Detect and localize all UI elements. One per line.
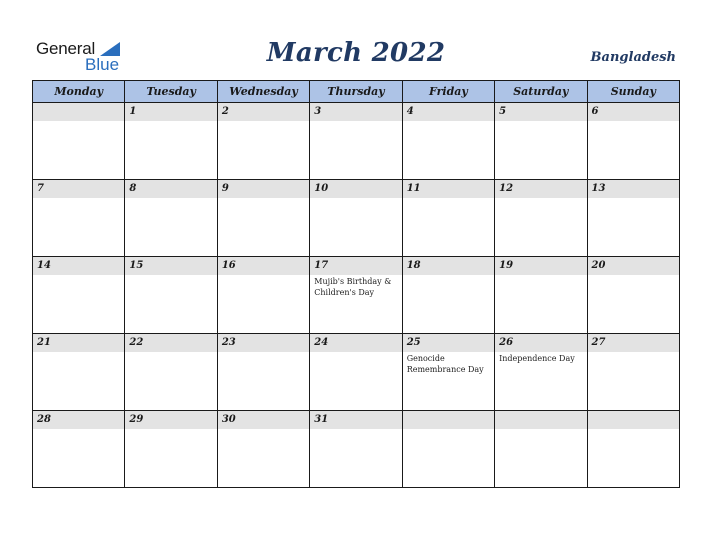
day-number: 30 <box>218 411 309 429</box>
day-number: 13 <box>588 180 679 198</box>
holiday-event <box>588 121 679 123</box>
calendar-weeks <box>33 103 680 488</box>
holiday-event <box>495 429 586 431</box>
day-cell <box>217 180 309 257</box>
day-number <box>495 411 586 429</box>
day-cell <box>402 411 494 488</box>
day-number <box>33 103 124 121</box>
month-calendar <box>32 80 680 488</box>
weekday-thursday: Thursday <box>310 81 402 103</box>
day-number: 4 <box>403 103 494 121</box>
day-number: 9 <box>218 180 309 198</box>
holiday-event <box>403 275 494 277</box>
day-number: 10 <box>310 180 401 198</box>
holiday-event <box>218 429 309 431</box>
day-number: 21 <box>33 334 124 352</box>
day-number: 25 <box>403 334 494 352</box>
day-cell <box>217 257 309 334</box>
day-cell <box>310 334 402 411</box>
day-cell <box>402 103 494 180</box>
day-cell <box>310 257 402 334</box>
day-number: 8 <box>125 180 216 198</box>
weekday-tuesday: Tuesday <box>125 81 217 103</box>
day-cell <box>217 103 309 180</box>
holiday-event <box>588 352 679 354</box>
holiday-event <box>33 352 124 354</box>
day-cell <box>495 411 587 488</box>
day-cell <box>33 334 125 411</box>
day-cell <box>495 334 587 411</box>
day-cell <box>495 180 587 257</box>
day-cell <box>587 180 679 257</box>
day-number: 16 <box>218 257 309 275</box>
day-cell <box>125 334 217 411</box>
holiday-event <box>588 198 679 200</box>
day-number: 5 <box>495 103 586 121</box>
day-cell <box>125 257 217 334</box>
day-cell <box>587 411 679 488</box>
week-row <box>33 411 680 488</box>
holiday-event <box>33 275 124 277</box>
day-number: 7 <box>33 180 124 198</box>
country-label: Bangladesh <box>590 50 676 65</box>
day-number: 2 <box>218 103 309 121</box>
holiday-event <box>495 121 586 123</box>
day-number <box>588 411 679 429</box>
day-number <box>403 411 494 429</box>
holiday-event <box>310 352 401 354</box>
day-cell <box>495 257 587 334</box>
holiday-event: Genocide Remembrance Day <box>406 354 484 374</box>
calendar-title: March 2022 <box>266 38 446 68</box>
day-number: 14 <box>33 257 124 275</box>
week-row <box>33 180 680 257</box>
day-cell <box>217 334 309 411</box>
day-number: 20 <box>588 257 679 275</box>
holiday-event: Independence Day <box>499 354 575 363</box>
day-cell <box>125 180 217 257</box>
day-cell <box>125 103 217 180</box>
weekday-saturday: Saturday <box>495 81 587 103</box>
day-cell <box>495 103 587 180</box>
holiday-event <box>125 121 216 123</box>
day-cell <box>402 334 494 411</box>
day-number: 1 <box>125 103 216 121</box>
holiday-event <box>403 121 494 123</box>
holiday-event <box>495 198 586 200</box>
holiday-event: Mujib's Birthday & Children's Day <box>314 277 392 297</box>
day-number: 6 <box>588 103 679 121</box>
day-number: 31 <box>310 411 401 429</box>
holiday-event <box>588 275 679 277</box>
day-number: 29 <box>125 411 216 429</box>
day-number: 22 <box>125 334 216 352</box>
day-number: 15 <box>125 257 216 275</box>
holiday-event <box>33 429 124 431</box>
day-number: 3 <box>310 103 401 121</box>
day-number: 18 <box>403 257 494 275</box>
holiday-event <box>125 198 216 200</box>
day-number: 19 <box>495 257 586 275</box>
day-number: 12 <box>495 180 586 198</box>
day-cell <box>33 411 125 488</box>
holiday-event <box>310 121 401 123</box>
day-number: 26 <box>495 334 586 352</box>
day-cell <box>402 180 494 257</box>
day-number: 17 <box>310 257 401 275</box>
holiday-event <box>33 198 124 200</box>
holiday-event <box>125 352 216 354</box>
day-number: 24 <box>310 334 401 352</box>
day-cell <box>33 103 125 180</box>
day-cell <box>125 411 217 488</box>
day-cell <box>310 103 402 180</box>
weekday-monday: Monday <box>33 81 125 103</box>
holiday-event <box>125 429 216 431</box>
weekday-header-row <box>33 81 680 103</box>
holiday-event <box>33 121 124 123</box>
holiday-event <box>310 429 401 431</box>
day-cell <box>587 257 679 334</box>
logo-triangle-icon <box>100 42 120 56</box>
week-row <box>33 103 680 180</box>
holiday-event <box>218 352 309 354</box>
day-cell <box>33 257 125 334</box>
day-cell <box>310 180 402 257</box>
day-number: 23 <box>218 334 309 352</box>
day-cell <box>33 180 125 257</box>
holiday-event <box>495 275 586 277</box>
holiday-event <box>403 198 494 200</box>
logo-blue-text: Blue <box>85 55 120 74</box>
holiday-event <box>588 429 679 431</box>
day-cell <box>310 411 402 488</box>
logo-general-text: General <box>36 39 96 58</box>
day-cell <box>587 103 679 180</box>
holiday-event <box>310 198 401 200</box>
week-row <box>33 334 680 411</box>
day-number: 28 <box>33 411 124 429</box>
day-cell <box>587 334 679 411</box>
weekday-wednesday: Wednesday <box>217 81 309 103</box>
generalblue-logo <box>36 40 131 74</box>
holiday-event <box>218 275 309 277</box>
day-number: 27 <box>588 334 679 352</box>
day-cell <box>217 411 309 488</box>
holiday-event <box>218 198 309 200</box>
day-cell <box>402 257 494 334</box>
day-number: 11 <box>403 180 494 198</box>
week-row <box>33 257 680 334</box>
holiday-event <box>125 275 216 277</box>
weekday-sunday: Sunday <box>587 81 679 103</box>
weekday-friday: Friday <box>402 81 494 103</box>
holiday-event <box>218 121 309 123</box>
holiday-event <box>403 429 494 431</box>
